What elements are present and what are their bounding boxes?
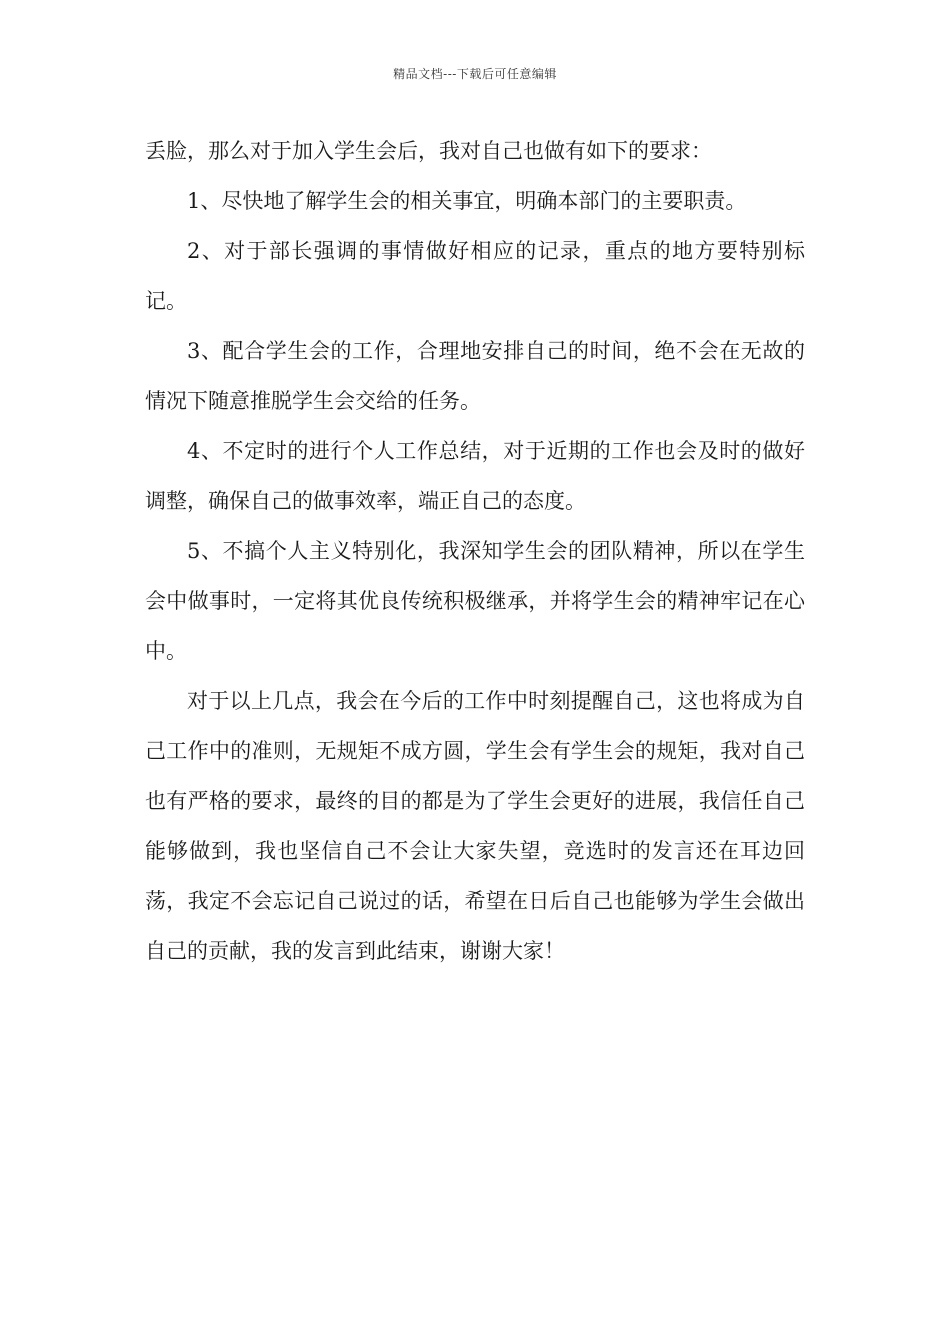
paragraph-item-5: 5、不搞个人主义特别化，我深知学生会的团队精神，所以在学生会中做事时，一定将其优良传统积极继承，并将学生会的精神牢记在心中。: [145, 539, 805, 663]
paragraph-intro: 丢脸，那么对于加入学生会后，我对自己也做有如下的要求：: [145, 139, 712, 163]
document-body: [145, 126, 805, 976]
paragraph-item-3: 3、配合学生会的工作，合理地安排自己的时间，绝不会在无故的情况下随意推脱学生会交给的任务。: [145, 339, 805, 413]
paragraph-conclusion: 对于以上几点，我会在今后的工作中时刻提醒自己，这也将成为自己工作中的准则，无规矩不成方圆，学生会有学生会的规矩，我对自己也有严格的要求，最终的目的都是为了学生会更好的进展，我信任自己能够做到，我也坚信自己不会让大家失望，竞选时的发言还在耳边回荡，我定不会忘记自己说过的话，希望在日后自己也能够为学生会做出自己的贡献，我的发言到此结束，谢谢大家！: [145, 689, 805, 963]
paragraph-item-1: 1、尽快地了解学生会的相关事宜，明确本部门的主要职责。: [187, 189, 747, 213]
paragraph-item-2: 2、对于部长强调的事情做好相应的记录，重点的地方要特别标记。: [145, 239, 805, 313]
page-header: 精品文档---下载后可任意编辑: [393, 67, 557, 81]
paragraph-item-4: 4、不定时的进行个人工作总结，对于近期的工作也会及时的做好调整，确保自己的做事效率，端正自己的态度。: [145, 439, 805, 513]
